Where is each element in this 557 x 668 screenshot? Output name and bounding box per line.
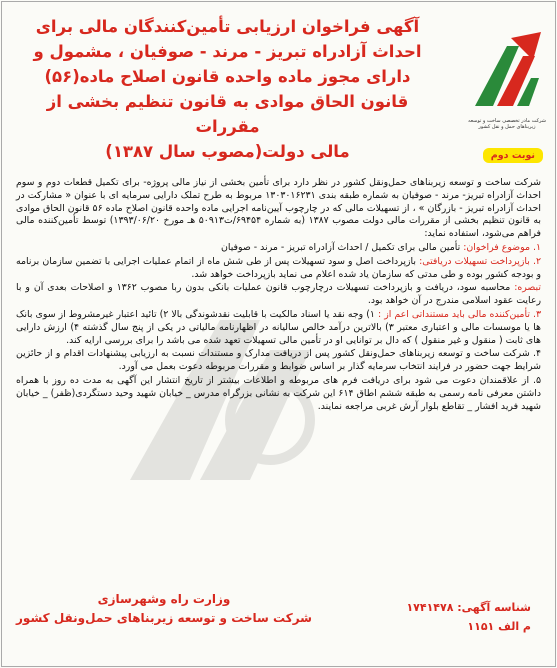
title-line: قانون الحاق موادی به قانون تنظیم بخشی از مقررات xyxy=(46,92,409,136)
logo-caption: شرکت مادر تخصصی ساخت و توسعه زیربناهای حمل و نقل کشور xyxy=(468,118,546,130)
item-3 xyxy=(16,309,541,347)
ad-body xyxy=(16,177,541,414)
note xyxy=(16,282,541,308)
publication-round-badge: نوبت دوم xyxy=(483,148,543,163)
company-name: شرکت ساخت و توسعه زیربناهای حمل‌ونقل کشور xyxy=(16,611,312,625)
ad-identifier xyxy=(406,598,531,636)
ministry-name: وزارت راه وشهرسازی xyxy=(97,592,231,606)
title-line: دارای مجوز ماده واحده قانون اصلاح ماده(۵۶) xyxy=(44,67,411,86)
intro-paragraph: شرکت ساخت و توسعه زیربناهای حمل‌ونقل کشور در نظر دارد برای تأمین بخشی از نیاز مالی پروژه- برای تکمیل قطعات دوم و سوم احداث آزادراه تبریز- مرند - صوفیان به شماره طبقه بندی ۱۳۰۳۰۱۶۲۳۱ مربوط به طرح تملک دارایی سرمایه ای با عنوان « مشارکت در احداث آزادراه تبریز - بازرگان » ، از تسهیلات مالی که در چارچوب آیین‌نامه اجرایی ماده واحده قانون اصلاح ماده ۵۶ قانون الحاق موادی به قانون تنظیم بخشی از مقررات مالی دولت مصوب ۱۳۸۷ (به شماره ۶۹۴۵۴/ت۵۰۹۱۳ هـ مورخ ۱۳۹۳/۰۶/۲۰) توسط تأمین‌کننده مالی فراهم می‌شود، استفاده نماید: xyxy=(16,177,542,240)
ad-title xyxy=(14,14,441,164)
item-1-label: ۱. موضوع فراخوان: xyxy=(463,241,541,253)
ad-code: م الف ۱۱۵۱ xyxy=(467,620,531,633)
ad-header xyxy=(8,12,553,164)
item-1 xyxy=(16,242,541,255)
item-2 xyxy=(16,256,541,282)
item-3-label: ۳. تأمین‌کننده مالی باید مستنداتی اعم از : xyxy=(378,308,541,320)
road-arrow-logo-icon xyxy=(467,18,547,118)
item-2-label: ۲. بازپرداخت تسهیلات دریافتی: xyxy=(419,255,541,267)
item-3-text: ۱) وجه نقد یا اسناد مالکیت با قابلیت نقدشوندگی بالا ۲) تائید اعتبار غیرمشروط از سوی بانک ها یا موسسات مالی و اعتباری معتبر ۳) بالاترین درآمد خالص سالیانه در اظهارنامه مالیاتی در یکی از پنج سال گذشته ۴) ارزش دارایی های ثابت ( منقول و غیر منقول ) که دال بر توانایی او در تأمین مالی تسهیلات تعهد شده می باشد را برای بررسی ارایه کند. xyxy=(16,308,542,346)
note-label: تبصره: xyxy=(514,282,541,294)
title-line: مالی دولت(مصوب سال ۱۳۸۷) xyxy=(105,142,350,161)
item-4: ۴. شرکت ساخت و توسعه زیربناهای حمل‌ونقل کشور پس از دریافت مدارک و مستندات نسبت به ارزیابی پیشنهادات اقدام و از حائزین شرایط جهت حضور در فرایند انتخاب سرمایه گذار بر اساس ضوابط و مقررات مربوطه دعوت بعمل می آورد. xyxy=(16,348,541,373)
issuer-signature xyxy=(14,590,314,628)
title-line: احداث آزادراه تبریز - مرند - صوفیان ، مشمول و xyxy=(33,42,422,61)
note-text: محاسبه سود، دریافت و بازپرداخت تسهیلات درچارچوب قانون عملیات بانکی بدون ربا مصوب ۱۳۶۲ و اصلاحات بعدی آن و با رعایت عقود اسلامی مندرج در آن خواهد بود. xyxy=(16,282,541,307)
ad-id: شناسه آگهی: ۱۷۴۱۴۷۸ xyxy=(406,601,531,614)
title-line: آگهی فراخوان ارزیابی تأمین‌کنندگان مالی برای xyxy=(35,17,420,36)
item-1-text: تأمین مالی برای تکمیل / احداث آزادراه تبریز - مرند - صوفیان xyxy=(220,241,464,253)
item-5: ۵. از علاقمندان دعوت می شود برای دریافت فرم های مربوطه و اطلاعات بیشتر از تاریخ انتشار این آگهی به مدت ده روز با همراه داشتن معرفی نامه رسمی به طبقه ششم اطاق ۶۱۴ این شرکت به نشانی بزرگراه مدرس _ خیابان شهید وحید دستگردی(ظفر) _ خیابان شهید فرید افشار _ تقاطع بلوار آرش غربی مراجعه نمایند. xyxy=(16,374,541,412)
item-2-text: بازپرداخت اصل و سود تسهیلات پس از طی شش ماه از اتمام عملیات اجرایی با تضمین سازمان برنامه و بودجه کشور بوده و طی مدتی که سازمان یاد شده اعلام می نماید بازپرداخت خواهد شد. xyxy=(16,255,541,280)
